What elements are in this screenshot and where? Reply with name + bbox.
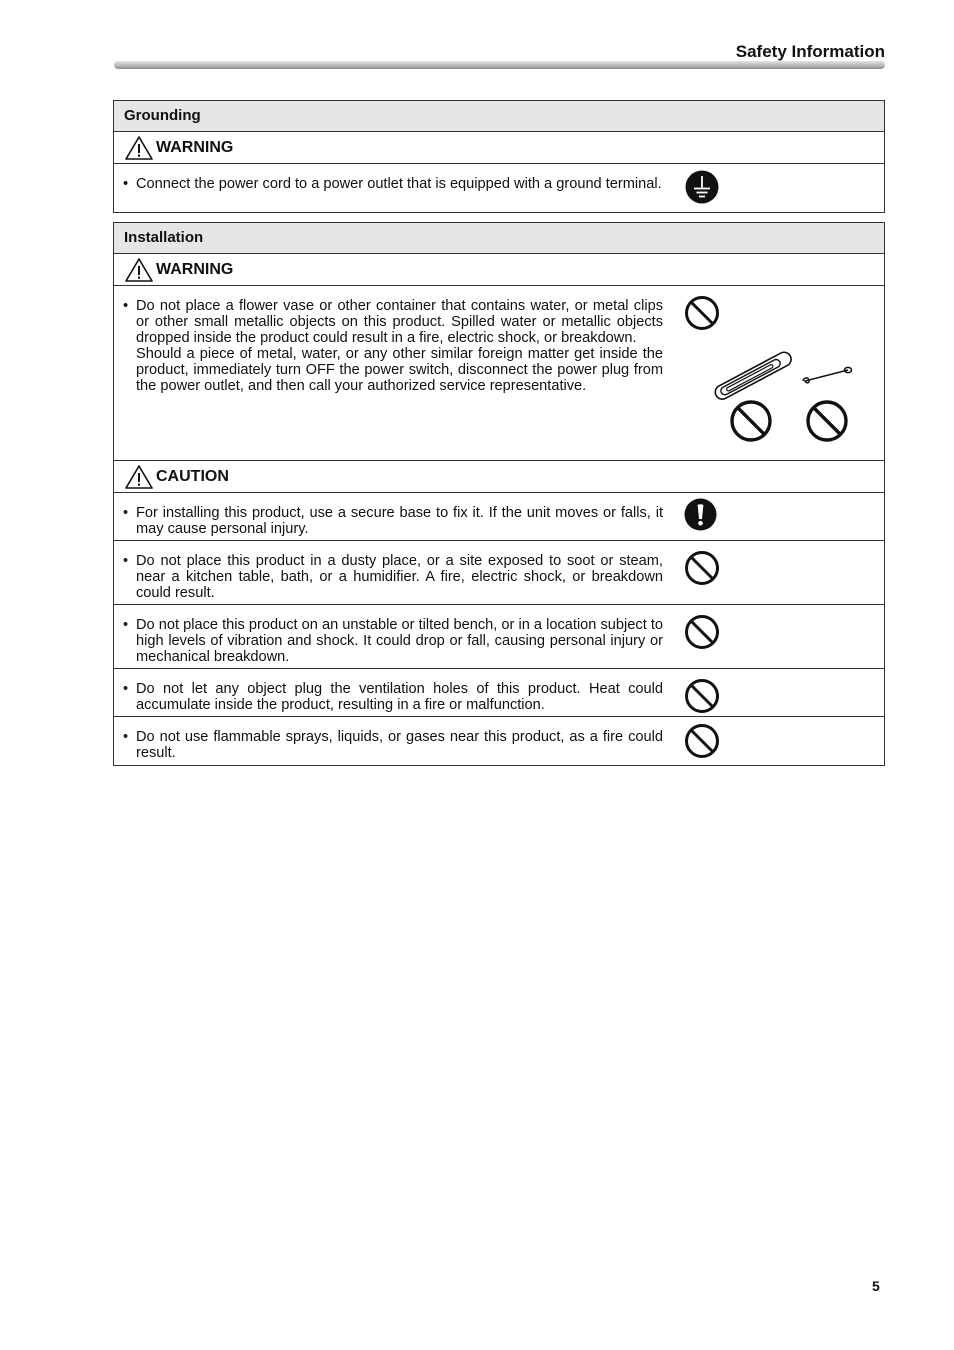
item-text: For installing this product, use a secure base to fix it. If the unit moves or falls, it may cause personal injury. <box>136 505 663 537</box>
warning-triangle-icon <box>124 135 154 161</box>
page-title: Safety Information <box>735 42 885 61</box>
list-item <box>114 164 884 212</box>
page-header <box>114 40 885 70</box>
list-item <box>114 669 884 717</box>
prohibition-icon <box>684 678 720 714</box>
section-title-installation: Installation <box>114 223 884 254</box>
warning-label: WARNING <box>156 260 234 278</box>
warning-label: WARNING <box>156 138 234 156</box>
caution-level-row <box>114 461 884 493</box>
warning-level-row <box>114 132 884 164</box>
bullet: • <box>123 681 129 697</box>
list-item <box>114 286 884 461</box>
item-paragraph: Do not place a flower vase or other container that contains water, or metal clips or other small metallic objects on this product. Spilled water or metallic objects dropped inside the product could result in a fire, electric shock, or breakdown. <box>136 298 663 346</box>
list-item <box>114 605 884 669</box>
warning-triangle-icon <box>124 257 154 283</box>
section-title-grounding: Grounding <box>114 101 884 132</box>
mandatory-exclamation-icon <box>684 498 717 531</box>
item-text: Do not use flammable sprays, liquids, or gases near this product, as a fire could result. <box>136 729 663 761</box>
prohibition-icon <box>805 399 849 443</box>
item-text: Do not let any object plug the ventilation holes of this product. Heat could accumulate inside the product, resulting in a fire or malfunction. <box>136 681 663 713</box>
prohibition-icon <box>684 295 720 331</box>
bullet: • <box>123 553 129 569</box>
item-paragraph: Should a piece of metal, water, or any other similar foreign matter get inside the product, immediately turn OFF the power switch, disconnect the power plug from the power outlet, and then call your authorized service representative. <box>136 346 663 394</box>
item-text: Connect the power cord to a power outlet that is equipped with a ground terminal. <box>136 176 662 192</box>
caution-label: CAUTION <box>156 467 229 485</box>
pin-illustration <box>800 361 854 385</box>
list-item <box>114 493 884 541</box>
warning-level-row <box>114 254 884 286</box>
prohibition-icon <box>684 614 720 650</box>
prohibition-icon <box>684 723 720 759</box>
prohibition-icon <box>684 550 720 586</box>
prohibition-icon <box>729 399 773 443</box>
list-item <box>114 717 884 763</box>
header-divider-bar <box>114 61 885 69</box>
installation-section <box>113 222 885 766</box>
caution-triangle-icon <box>124 464 154 490</box>
item-text: Do not place this product on an unstable or tilted bench, or in a location subject to high levels of vibration and shock. It could drop or fall, causing personal injury or mechanical breakdown. <box>136 617 663 665</box>
bullet: • <box>123 298 129 314</box>
bullet: • <box>123 176 129 192</box>
item-text: Do not place this product in a dusty place, or a site exposed to soot or steam, near a kitchen table, bath, or a humidifier. A fire, electric shock, or breakdown could result. <box>136 553 663 601</box>
list-item <box>114 541 884 605</box>
bullet: • <box>123 505 129 521</box>
page-number: 5 <box>872 1278 880 1294</box>
item-text <box>136 298 663 394</box>
ground-icon <box>685 170 719 204</box>
bullet: • <box>123 617 129 633</box>
bullet: • <box>123 729 129 745</box>
grounding-section <box>113 100 885 213</box>
